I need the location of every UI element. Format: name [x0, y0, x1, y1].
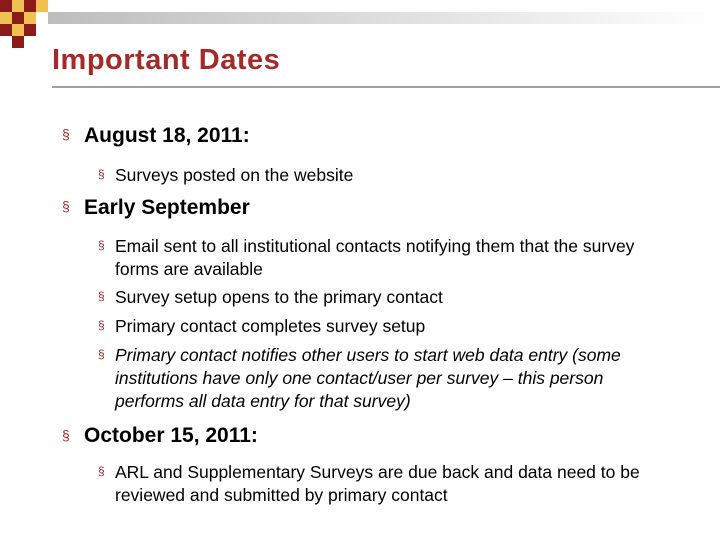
sub-bullet-icon: § — [98, 289, 105, 303]
checkerboard-logo-icon — [0, 0, 48, 48]
bullet-icon: § — [62, 427, 70, 443]
section-heading: October 15, 2011: — [84, 424, 258, 447]
sub-bullet-icon: § — [98, 318, 105, 332]
header-bar — [48, 12, 720, 24]
list-item: Primary contact notifies other users to start web data entry (some institutions have only one contact/user per survey – this person performs all data entry for that survey) — [115, 345, 621, 411]
list-item: Survey setup opens to the primary contact — [115, 287, 443, 307]
sub-bullet-icon: § — [98, 347, 105, 361]
bullet-icon: § — [62, 198, 70, 214]
page-title: Important Dates — [52, 44, 281, 76]
sub-bullet-icon: § — [98, 238, 105, 252]
list-item: Surveys posted on the website — [115, 165, 354, 185]
list-item: Primary contact completes survey setup — [115, 316, 426, 336]
title-divider — [52, 86, 720, 88]
sub-bullet-icon: § — [98, 464, 105, 478]
bullet-icon: § — [62, 126, 70, 142]
list-item: Email sent to all institutional contacts notifying them that the survey forms are available — [115, 236, 635, 279]
header-decoration — [0, 0, 720, 50]
list-item: ARL and Supplementary Surveys are due back and data need to be reviewed and submitted by primary contact — [115, 462, 640, 505]
section-heading: August 18, 2011: — [84, 124, 250, 147]
section-heading: Early September — [84, 196, 250, 219]
sub-bullet-icon: § — [98, 167, 105, 181]
